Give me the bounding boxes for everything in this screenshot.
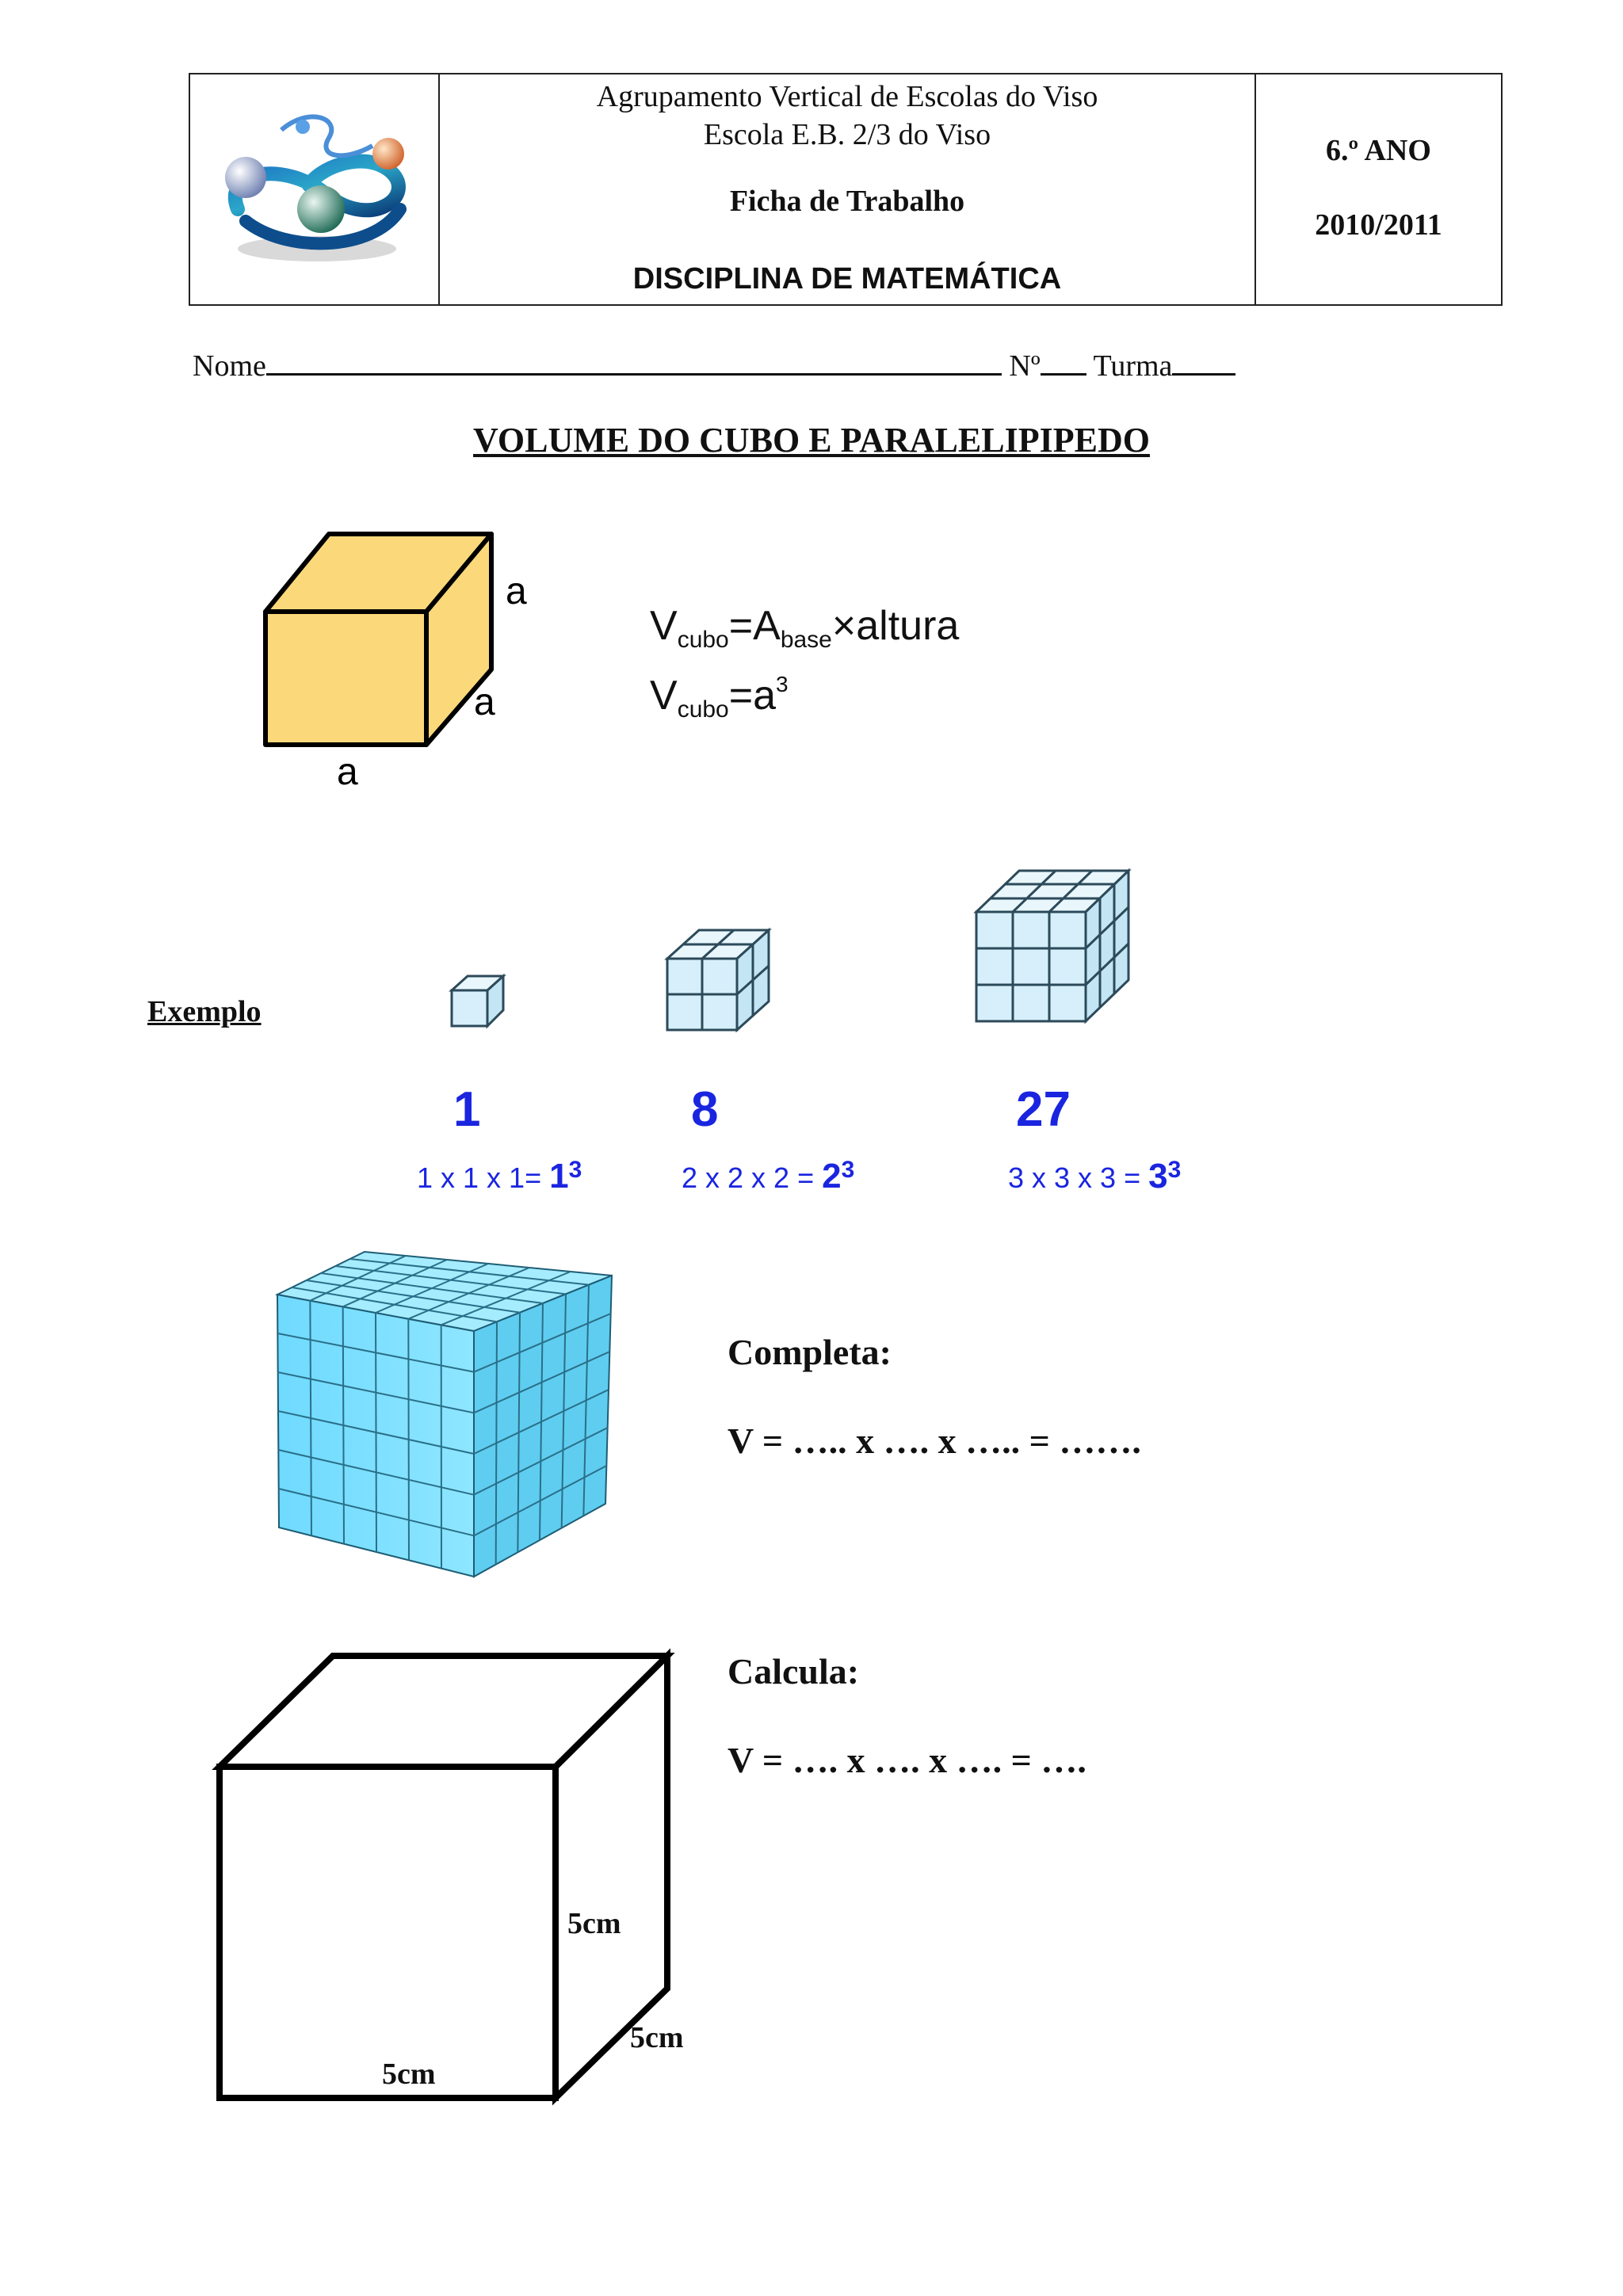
example-total-2: 8 xyxy=(691,1082,719,1137)
name-label: Nome xyxy=(193,349,266,383)
class-field[interactable] xyxy=(1172,349,1235,376)
cube-2x2x2 xyxy=(658,919,785,1046)
name-field[interactable] xyxy=(266,349,1002,376)
example-expression-3: 3 x 3 x $3 = 3^3$ xyxy=(1008,1157,1182,1196)
school-logo-cell xyxy=(190,74,440,304)
school-name: Escola E.B. 2/3 do Viso xyxy=(703,118,991,151)
unit-cube-1 xyxy=(444,967,515,1038)
volume-formula-1: $V_{cubo}=A_{base}\times altura$ xyxy=(650,603,960,653)
example-total-3: 27 xyxy=(1016,1082,1071,1137)
edge-label-width: a xyxy=(337,751,358,792)
school-info-cell xyxy=(440,74,1256,304)
number-field[interactable] xyxy=(1041,349,1086,376)
grid-cube-6x6 xyxy=(269,1244,618,1592)
edge-depth-label: 5cm xyxy=(630,2021,684,2054)
edge-label-height: a xyxy=(506,570,527,612)
school-year: 2010/2011 xyxy=(1315,208,1442,242)
class-label: Turma xyxy=(1093,349,1173,383)
exercise1-heading: Completa: xyxy=(727,1332,892,1372)
school-group-name: Agrupamento Vertical de Escolas do Viso xyxy=(596,80,1098,113)
edge-width-label: 5cm xyxy=(382,2058,436,2091)
grade: 6.º ANO xyxy=(1326,134,1431,167)
discipline: DISCIPLINA DE MATEMÁTICA xyxy=(632,262,1062,296)
number-label: Nº xyxy=(1009,349,1041,383)
exercise2-equation[interactable]: V = …. x …. x …. = …. xyxy=(727,1740,1086,1780)
school-logo xyxy=(190,74,437,304)
example-expression-1: 1 x 1 x $1= 1^3$ xyxy=(417,1157,582,1196)
edge-height-label: 5cm xyxy=(567,1907,621,1940)
example-expression-2: 2 x 2 x $2 = 2^3$ xyxy=(682,1157,855,1196)
exercise1-equation[interactable]: V = ….. x …. x ….. = ……. xyxy=(727,1421,1141,1461)
grade-cell xyxy=(1256,74,1501,304)
example-total-1: 1 xyxy=(453,1082,481,1137)
exercise2-heading: Calcula: xyxy=(727,1651,860,1691)
cube-3x3x3 xyxy=(967,860,1149,1042)
example-label: Exemplo xyxy=(147,995,262,1028)
student-info-line xyxy=(193,349,1235,383)
sheet-type: Ficha de Trabalho xyxy=(729,185,965,218)
worksheet-title: VOLUME DO CUBO E PARALELIPIPEDO xyxy=(473,421,1150,460)
outline-cube xyxy=(206,1640,697,2115)
edge-label-depth: a xyxy=(474,681,495,723)
volume-formula-2: $V_{cubo}=a^3$ xyxy=(650,672,789,723)
worksheet-header xyxy=(189,73,1503,306)
cube-diagram xyxy=(254,523,555,792)
